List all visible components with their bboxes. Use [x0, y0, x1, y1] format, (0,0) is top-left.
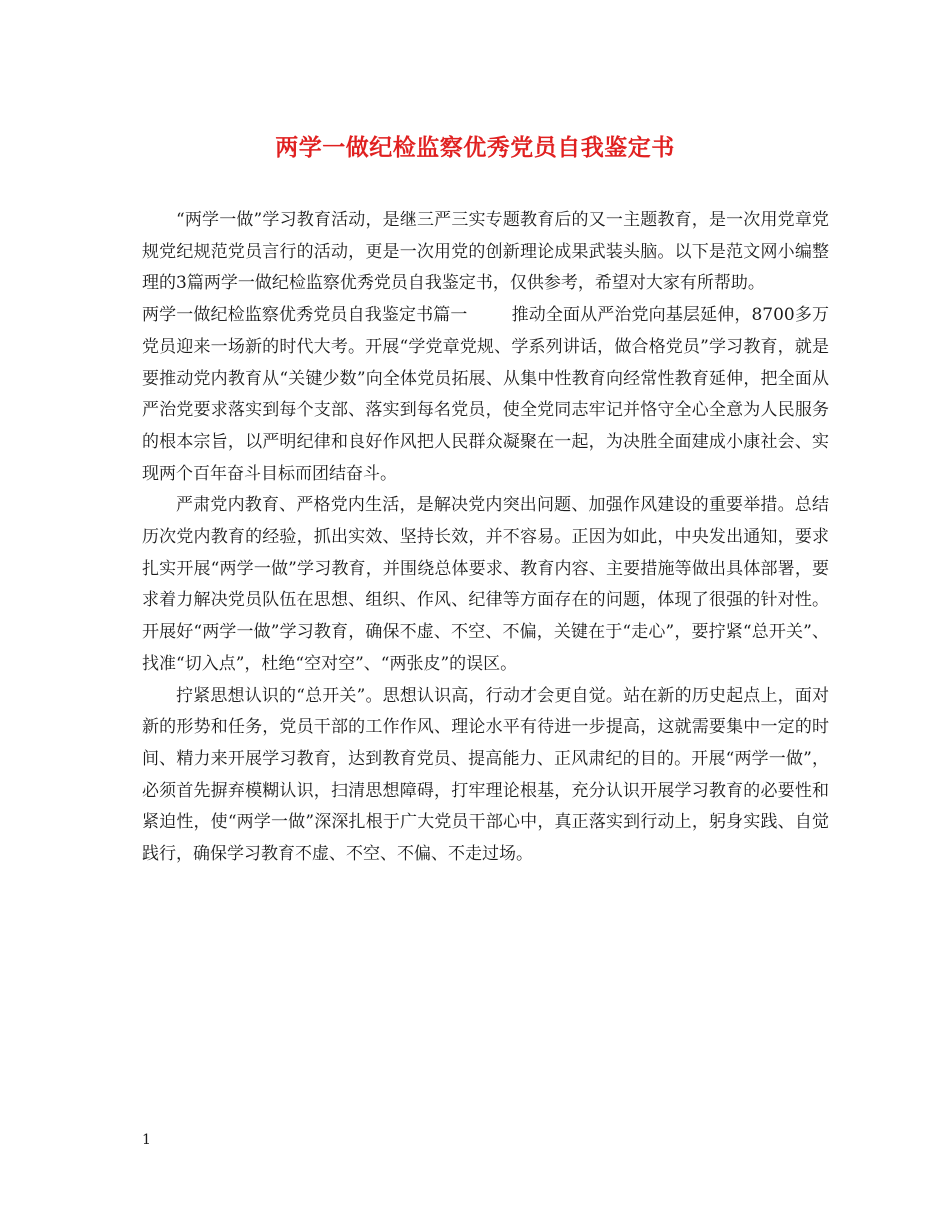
document-body [142, 205, 829, 871]
section-heading: 两学一做纪检监察优秀党员自我鉴定书篇一 [142, 305, 468, 326]
body-paragraph-2: 严肃党内教育、严格党内生活，是解决党内突出问题、加强作风建设的重要举措。总结历次党内教育的经验，抓出实效、坚持长效，并不容易。正因为如此，中央发出通知，要求扎实开展“两学一做”学习教育，并围绕总体要求、教育内容、主要措施等做出具体部署，要求着力解决党员队伍在思想、组织、作风、纪律等方面存在的问题，体现了很强的针对性。开展好“两学一做”学习教育，确保不虚、不空、不偏，关键在于“走心”，要拧紧“总开关”、找准“切入点”，杜绝“空对空”、“两张皮”的误区。 [142, 495, 829, 674]
page-number: 1 [142, 1132, 151, 1148]
section-one-paragraph [142, 300, 829, 490]
document-title: 两学一做纪检监察优秀党员自我鉴定书 [275, 134, 675, 161]
intro-paragraph: “两学一做”学习教育活动，是继三严三实专题教育后的又一主题教育，是一次用党章党规党纪规范党员言行的活动，更是一次用党的创新理论成果武装头脑。以下是范文网小编整理的3篇两学一做纪检监察优秀党员自我鉴定书，仅供参考，希望对大家有所帮助。 [142, 210, 829, 294]
body-paragraph-3: 拧紧思想认识的“总开关”。思想认识高，行动才会更自觉。站在新的历史起点上，面对新的形势和任务，党员干部的工作作风、理论水平有待进一步提高，这就需要集中一定的时间、精力来开展学习教育，达到教育党员、提高能力、正风肃纪的目的。开展“两学一做”，必须首先摒弃模糊认识，扫清思想障碍，打牢理论根基，充分认识开展学习教育的必要性和紧迫性，使“两学一做”深深扎根于广大党员干部心中，真正落实到行动上，躬身实践、自觉践行，确保学习教育不虚、不空、不偏、不走过场。 [142, 685, 829, 865]
section-first-text: 推动全面从严治党向基层延伸，8700多万党员迎来一场新的时代大考。开展“学党章党规、学系列讲话，做合格党员”学习教育，就是要推动党内教育从“关键少数”向全体党员拓展、从集中性教育向经常性教育延伸，把全面从严治党要求落实到每个支部、落实到每名党员，使全党同志牢记并恪守全心全意为人民服务的根本宗旨，以严明纪律和良好作风把人民群众凝聚在一起，为决胜全面建成小康社会、实现两个百年奋斗目标而团结奋斗。 [142, 305, 829, 484]
